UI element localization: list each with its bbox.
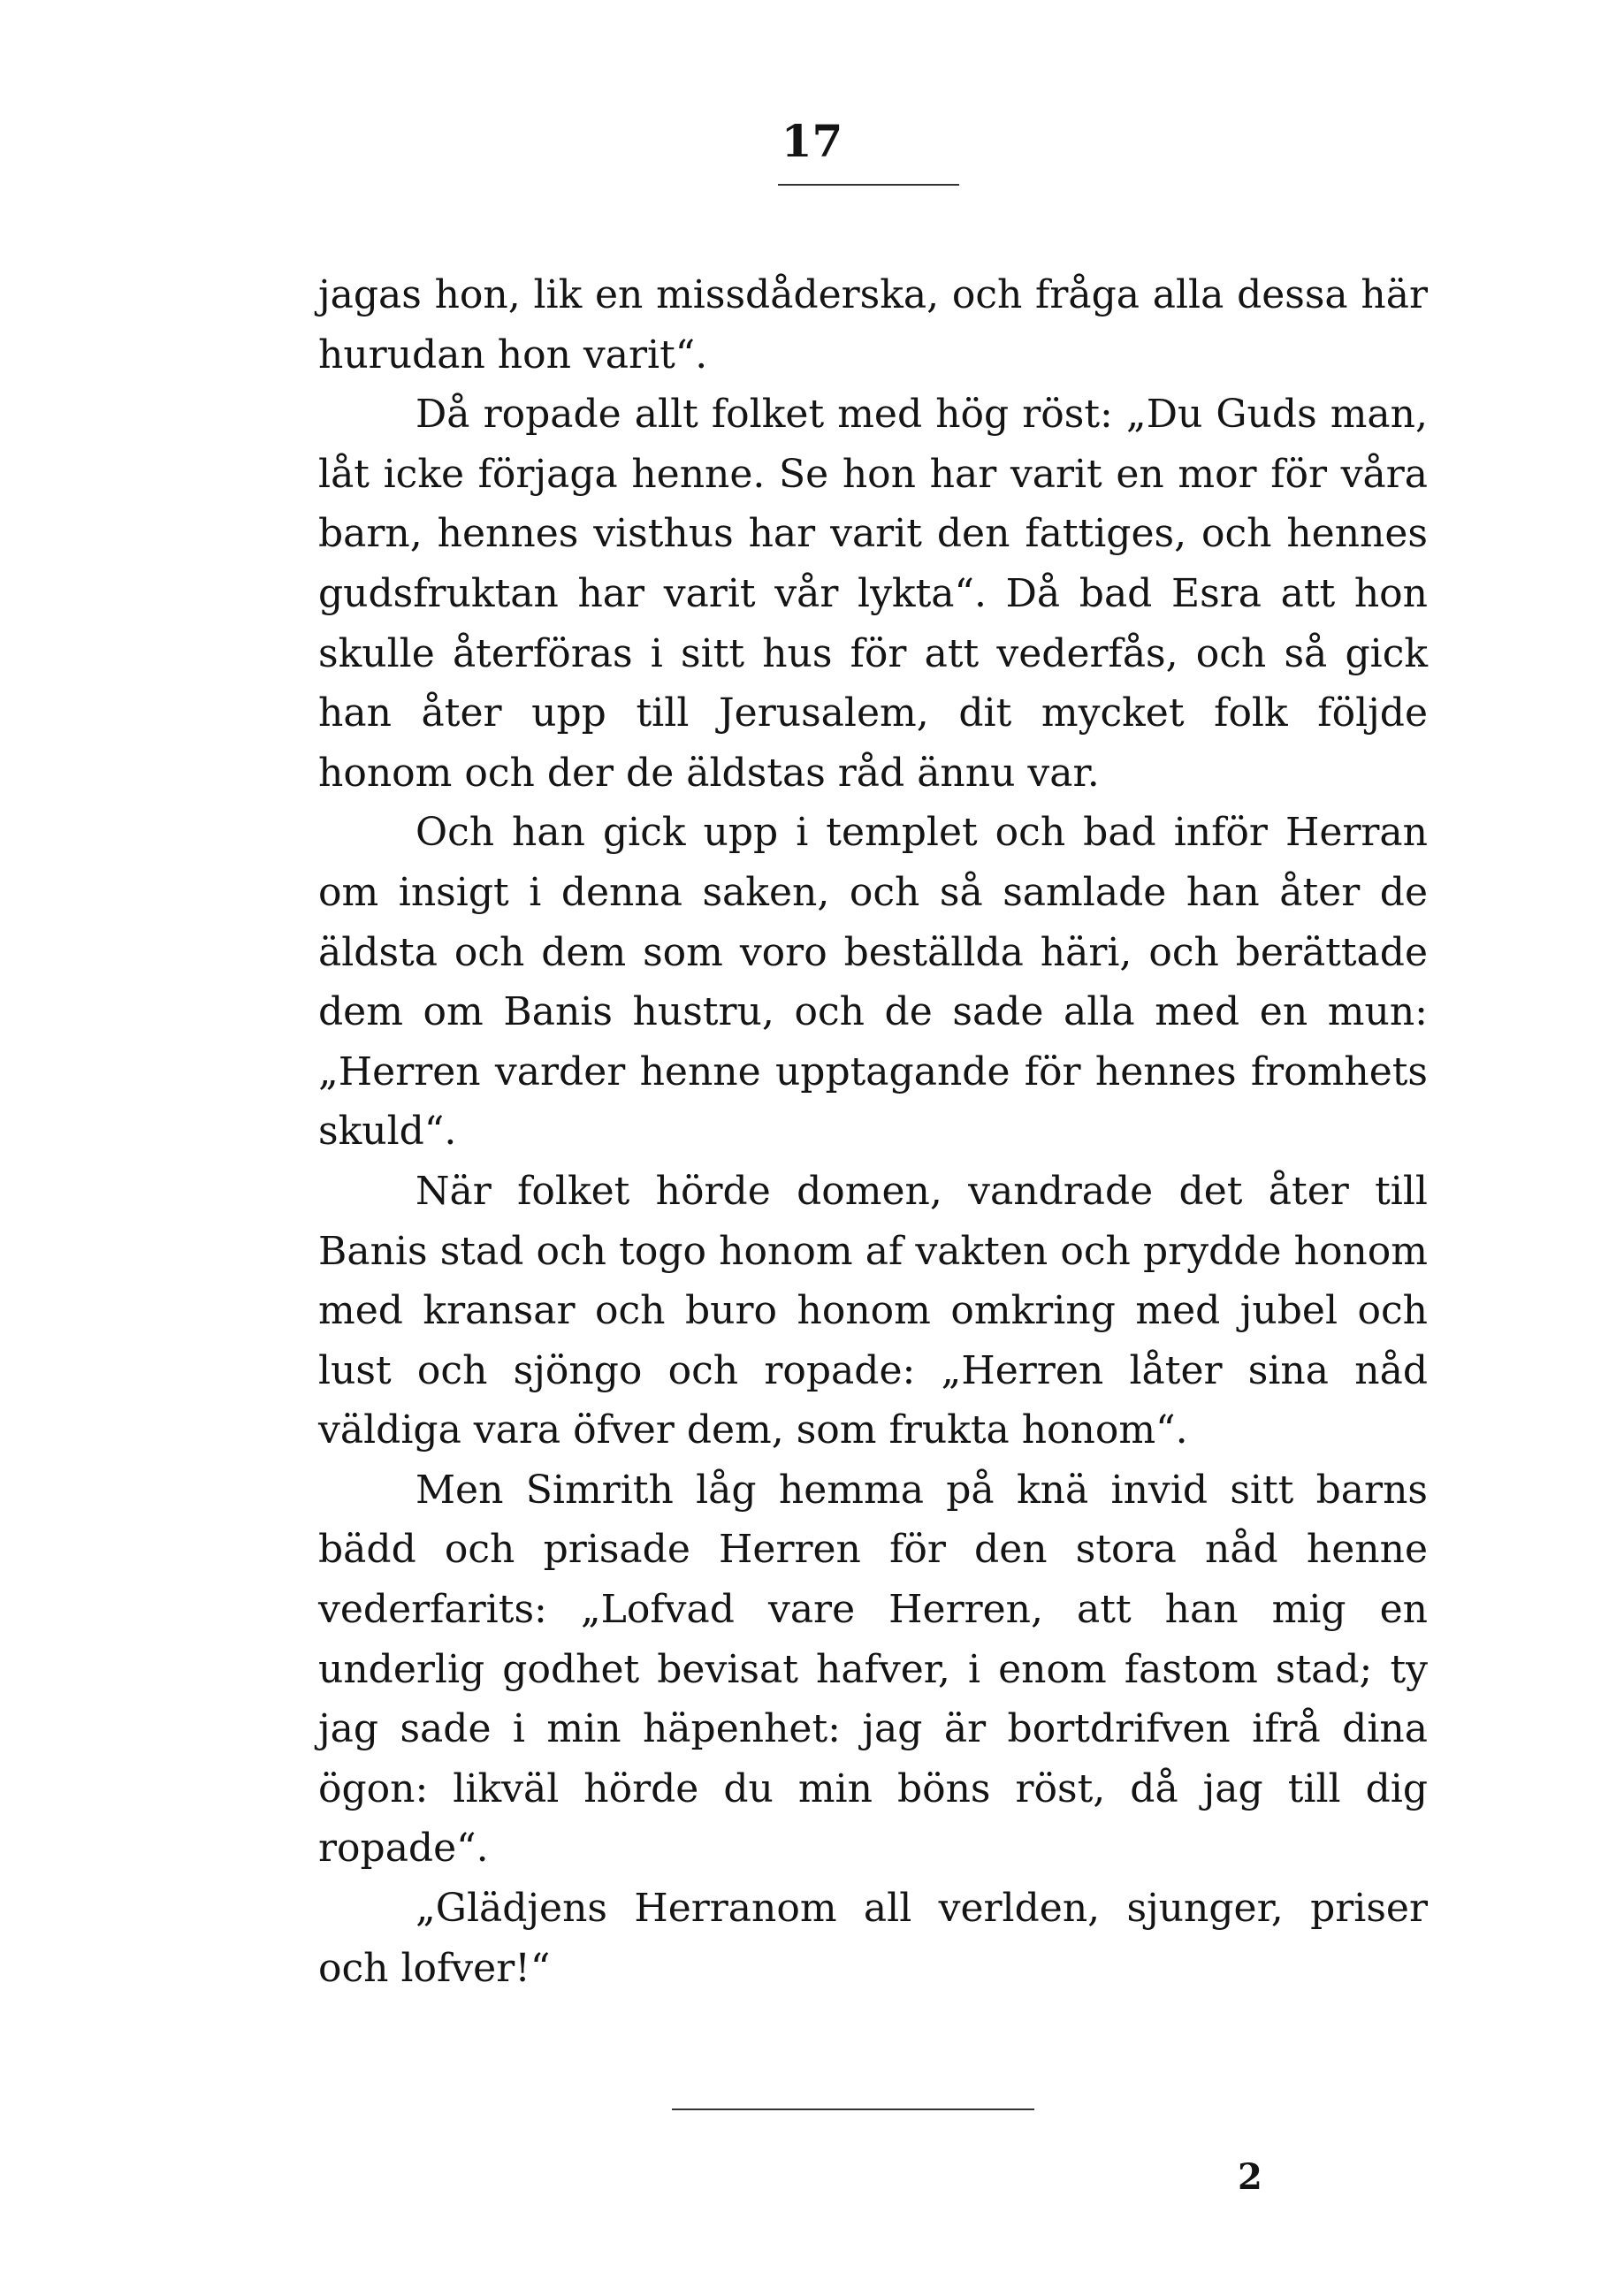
signature-mark: 2 — [1238, 2156, 1262, 2198]
paragraph-2: Då ropade allt folket med hög röst: „Du Guds man, låt icke förjaga henne. Se hon har varit en mor för våra barn, hennes visthus har varit den fattiges, och hennes gudsfruktan har varit vår lykta“. Då bad Esra att hon skulle återföras i sitt hus för att vederfås, och så gick han åter upp till Jerusalem, dit mycket folk följde honom och der de äldstas råd ännu var. — [318, 392, 1428, 796]
paragraph-5: Men Simrith låg hemma på knä invid sitt barns bädd och prisade Herren för den stora nåd henne vederfarits: „Lofvad vare Herren, att han mig en underlig godhet bevisat hafver, i enom fastom stad; ty jag sade i min häpenhet: jag är bortdrifven ifrå dina ögon: likväl hörde du min böns röst, då jag till dig ropade“. — [318, 1467, 1428, 1872]
page-number: 17 — [781, 115, 843, 167]
paragraph-4: När folket hörde domen, vandrade det åter till Banis stad och togo honom af vakten och prydde honom med kransar och buro honom omkring med jubel och lust och sjöngo och ropade: „Herren låter sina nåd väldiga vara öfver dem, som frukta honom“. — [318, 1168, 1428, 1453]
footer-rule — [672, 2108, 1034, 2110]
paragraph-1: jagas hon, lik en missdåderska, och fråga alla dessa här hurudan hon varit“. — [318, 272, 1428, 377]
paragraph-6: „Glädjens Herranom all verlden, sjunger, priser och lofver!“ — [318, 1886, 1428, 1991]
header-rule — [778, 184, 959, 186]
body-text — [318, 265, 1428, 1998]
paragraph-3: Och han gick upp i templet och bad inför Herran om insigt i denna saken, och så samlade han åter de äldsta och dem som voro beställda häri, och berättade dem om Banis hustru, och de sade alla med en mun: „Herren varder henne upptagande för hennes fromhets skuld“. — [318, 810, 1428, 1155]
